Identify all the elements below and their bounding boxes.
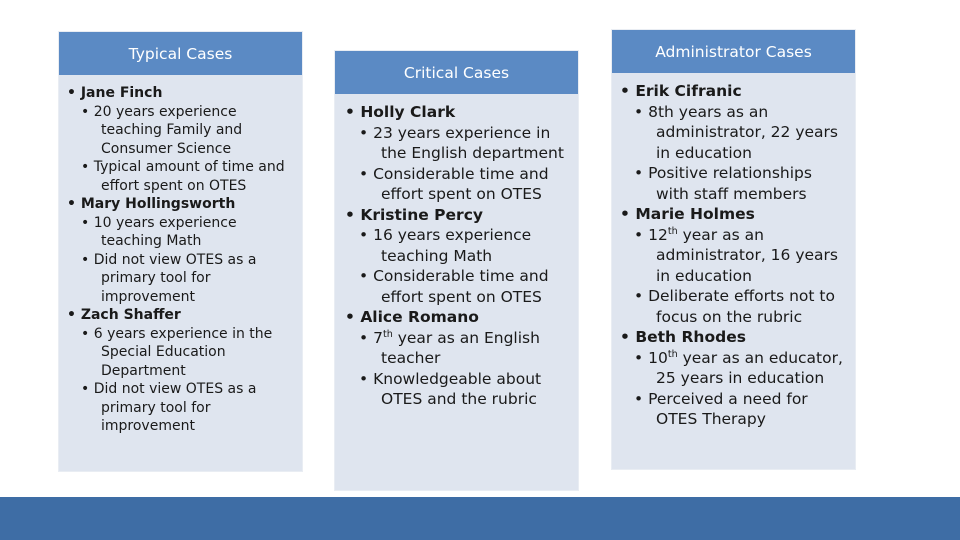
detail-text: Did not view OTES as a primary tool for improvement xyxy=(93,381,257,434)
detail-text: Did not view OTES as a primary tool for improvement xyxy=(93,251,257,305)
case-detail xyxy=(634,348,849,389)
person-name: Marie Holmes xyxy=(635,205,755,223)
administrator-cases-title: Administrator Cases xyxy=(612,30,855,73)
person-name: Beth Rhodes xyxy=(635,328,746,346)
detail-text: 23 years experience in the English department xyxy=(373,123,564,162)
person-name: Jane Finch xyxy=(80,85,163,101)
case-person xyxy=(67,84,296,103)
case-detail xyxy=(359,328,570,369)
person-name: Mary Hollingsworth xyxy=(80,196,236,212)
bullet-icon: • xyxy=(359,328,374,347)
case-person xyxy=(67,306,296,325)
bullet-icon: • xyxy=(634,164,649,182)
bullet-icon: • xyxy=(81,325,94,342)
detail-text: Deliberate efforts not to focus on the rubric xyxy=(648,287,835,326)
detail-text: 6 years experience in the Special Education Department xyxy=(93,325,273,379)
bullet-icon: • xyxy=(359,369,374,388)
detail-text: 10 years experience teaching Math xyxy=(93,214,237,249)
bullet-icon: • xyxy=(620,82,636,100)
bullet-icon: • xyxy=(634,225,649,244)
person-name: Alice Romano xyxy=(360,308,479,326)
bullet-icon: • xyxy=(634,102,649,121)
bullet-icon: • xyxy=(634,389,649,408)
critical-cases-list xyxy=(345,102,570,410)
case-detail xyxy=(81,251,296,307)
bullet-icon: • xyxy=(81,103,94,120)
case-person xyxy=(67,195,296,214)
bullet-icon: • xyxy=(359,267,374,285)
case-person xyxy=(620,81,849,102)
case-detail xyxy=(634,163,849,204)
bullet-icon: • xyxy=(359,226,374,244)
case-person xyxy=(345,307,570,328)
case-person xyxy=(345,205,570,226)
bullet-icon: • xyxy=(81,251,94,268)
case-detail xyxy=(81,214,296,251)
footer-bar xyxy=(0,497,960,540)
bullet-icon: • xyxy=(359,164,374,183)
case-detail xyxy=(81,158,296,195)
detail-text: 7th year as an English teacher xyxy=(373,328,540,367)
administrator-cases-panel xyxy=(611,29,856,470)
detail-text: Perceived a need for OTES Therapy xyxy=(648,389,808,428)
detail-text: 20 years experience teaching Family and Consumer Science xyxy=(93,103,243,157)
person-name: Kristine Percy xyxy=(360,205,483,224)
bullet-icon: • xyxy=(67,307,81,323)
bullet-icon: • xyxy=(634,348,649,367)
case-detail xyxy=(81,325,296,381)
bullet-icon: • xyxy=(345,205,361,224)
detail-text: Considerable time and effort spent on OTES xyxy=(373,164,549,203)
case-detail xyxy=(634,286,849,327)
case-detail xyxy=(81,103,296,159)
case-detail xyxy=(359,164,570,205)
detail-text: 16 years experience teaching Math xyxy=(373,226,532,265)
detail-text: 8th years as an administrator, 22 years in education xyxy=(648,102,838,162)
bullet-icon: • xyxy=(67,196,81,212)
bullet-icon: • xyxy=(67,85,81,101)
bullet-icon: • xyxy=(634,287,649,305)
bullet-icon: • xyxy=(81,381,94,397)
typical-cases-title: Typical Cases xyxy=(59,32,302,75)
administrator-cases-list xyxy=(620,81,849,430)
critical-cases-panel xyxy=(334,50,579,491)
detail-text: Considerable time and effort spent on OTES xyxy=(373,267,549,306)
case-detail xyxy=(359,225,570,266)
bullet-icon: • xyxy=(81,214,94,231)
case-detail xyxy=(359,266,570,307)
detail-text: Knowledgeable about OTES and the rubric xyxy=(373,369,542,408)
person-name: Erik Cifranic xyxy=(635,82,742,100)
bullet-icon: • xyxy=(620,328,636,346)
bullet-icon: • xyxy=(359,123,374,142)
typical-cases-panel xyxy=(58,31,303,472)
person-name: Holly Clark xyxy=(360,103,456,121)
case-detail xyxy=(81,380,296,436)
detail-text: 12th year as an administrator, 16 years in education xyxy=(648,225,838,285)
case-detail xyxy=(634,225,849,287)
case-detail xyxy=(359,123,570,164)
detail-text: 10th year as an educator, 25 years in education xyxy=(648,348,843,387)
bullet-icon: • xyxy=(81,159,94,175)
case-detail xyxy=(634,102,849,164)
bullet-icon: • xyxy=(345,308,361,326)
case-detail xyxy=(359,369,570,410)
case-person xyxy=(620,327,849,348)
critical-cases-title: Critical Cases xyxy=(335,51,578,94)
detail-text: Positive relationships with staff members xyxy=(648,164,812,203)
detail-text: Typical amount of time and effort spent on OTES xyxy=(93,159,285,194)
bullet-icon: • xyxy=(620,205,636,223)
bullet-icon: • xyxy=(345,103,361,121)
case-detail xyxy=(634,389,849,430)
case-person xyxy=(345,102,570,123)
case-person xyxy=(620,204,849,225)
person-name: Zach Shaffer xyxy=(80,307,181,323)
typical-cases-list xyxy=(67,84,296,436)
